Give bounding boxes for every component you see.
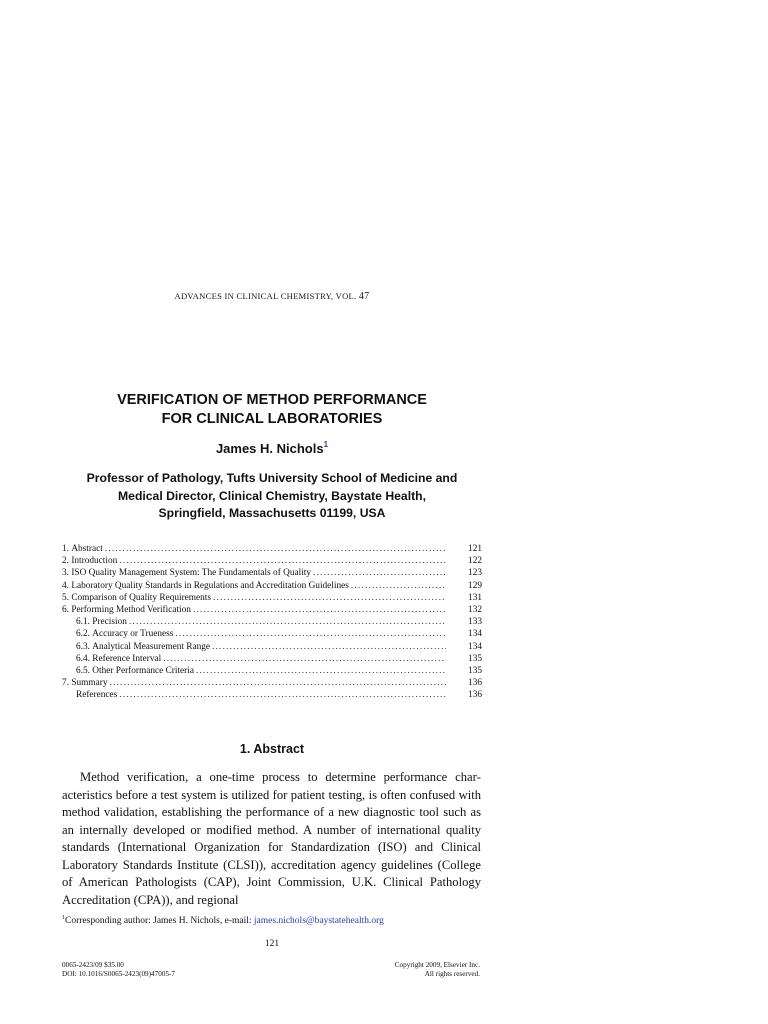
toc-number: 6.5. [76,665,90,676]
toc-leader [213,592,446,604]
toc-label: Comparison of Quality Requirements [71,592,212,603]
toc-page: 132 [468,604,482,615]
toc-leader [212,641,446,653]
toc-entry-summary[interactable] [62,677,482,689]
toc-page: 135 [468,665,482,676]
author-line [62,440,482,456]
toc-number: 7. [62,678,69,689]
toc-page: 134 [468,629,482,640]
copyright-line: Copyright 2009, Elsevier Inc. [394,961,480,969]
affiliation [50,470,494,523]
toc-entry-reference-interval[interactable] [62,653,482,665]
toc-entry-comparison[interactable] [62,592,482,604]
series-name: ADVANCES IN CLINICAL CHEMISTRY, VOL. [174,291,357,301]
toc-number: 6.4. [76,653,90,664]
toc-leader [193,604,446,616]
toc-label: Abstract [71,544,103,554]
affiliation-line-3: Springfield, Massachusetts 01199, USA [158,506,386,520]
copyright-notice [300,961,480,979]
toc-leader [129,616,446,628]
toc-number: 2. [62,556,69,567]
toc-number: 6.1. [76,617,90,628]
title-line-1: VERIFICATION OF METHOD PERFORMANCE [117,392,427,408]
publication-identifiers [62,961,175,979]
toc-leader [105,543,446,555]
toc-label: Performing Method Verification [71,604,191,615]
page-number: 121 [264,939,280,949]
article-title [62,391,482,429]
toc-number: 5. [62,592,69,603]
toc-page: 121 [468,544,482,554]
abstract-paragraph: Method verification, a one-time process to determine performance characteristics before a test system is utilized for patient testing, is often confused with method validation, establishing the performance of a new diagnostic tool such as an internally developed or modified method. A number of international quality standards (International Organization for Standardization (ISO) and Clinical Laboratory Standards Institute (CLSI)), accreditation agency guidelines (College of American Pathologists (CAP), Joint Commission, U.K. Clinical Pathology Accreditation (CPA)), and regional [62,770,481,907]
toc-page: 122 [468,556,482,567]
toc-number: 4. [62,580,69,591]
toc-page: 136 [468,690,482,701]
toc-number: 1. [62,544,69,554]
affiliation-line-1: Professor of Pathology, Tufts University School of Medicine and [86,471,458,485]
footnote [62,915,492,926]
section-heading: 1. Abstract [239,742,305,756]
volume-number: 47 [358,291,370,302]
toc-entry-iso-quality[interactable] [62,567,482,579]
toc-entry-method-verification[interactable] [62,604,482,616]
toc-number: 6. [62,604,69,615]
toc-leader [119,555,446,567]
toc-page: 133 [468,617,482,628]
toc-label: Other Performance Criteria [92,665,194,676]
toc-label: Summary [71,678,108,689]
author-footnote-mark[interactable]: 1 [323,440,329,449]
toc-label: Precision [92,617,127,628]
toc-entry-accuracy[interactable] [62,628,482,640]
toc-page: 136 [468,678,482,689]
footnote-mark: 1 [62,915,65,921]
issn-price: 0065-2423/09 $35.00 [62,961,124,969]
toc-number: 3. [62,568,69,579]
toc-label: Accuracy or Trueness [92,629,174,640]
footnote-text: Corresponding author: James H. Nichols, e-mail: [65,916,254,926]
toc-page: 129 [468,580,482,591]
author-email-link[interactable]: james.nichols@baystatehealth.org [253,916,384,926]
toc-entry-references[interactable] [62,689,482,701]
author-name: James H. Nichols [215,441,324,456]
toc-label: ISO Quality Management System: The Fundamentals of Quality [71,568,312,579]
toc-page: 131 [468,592,482,603]
toc-page: 135 [468,653,482,664]
toc-leader [196,665,446,677]
toc-leader [163,653,446,665]
toc-page: 123 [468,568,482,579]
toc-page: 134 [468,641,482,652]
table-of-contents [62,543,482,701]
toc-entry-abstract[interactable] [62,543,482,555]
toc-leader [313,567,446,579]
toc-entry-lab-standards[interactable] [62,580,482,592]
toc-number: 6.2. [76,629,90,640]
toc-label: Laboratory Quality Standards in Regulations and Accreditation Guidelines [71,580,349,591]
toc-entry-other-criteria[interactable] [62,665,482,677]
title-line-2: FOR CLINICAL LABORATORIES [161,411,383,427]
toc-leader [351,580,446,592]
toc-label: Reference Interval [92,653,162,664]
toc-entry-precision[interactable] [62,616,482,628]
toc-entry-measurement-range[interactable] [62,641,482,653]
doi: DOI: 10.1016/S0065-2423(09)47005-7 [62,970,175,978]
toc-label: Introduction [71,556,118,567]
toc-leader [119,689,446,701]
toc-number: 6.3. [76,641,90,652]
journal-series-header [0,291,544,302]
toc-leader [175,628,446,640]
toc-entry-introduction[interactable] [62,555,482,567]
toc-label: Analytical Measurement Range [92,641,210,652]
toc-label: References [76,690,118,701]
rights-line: All rights reserved. [424,970,480,978]
toc-leader [109,677,446,689]
affiliation-line-2: Medical Director, Clinical Chemistry, Baystate Health, [118,488,426,503]
